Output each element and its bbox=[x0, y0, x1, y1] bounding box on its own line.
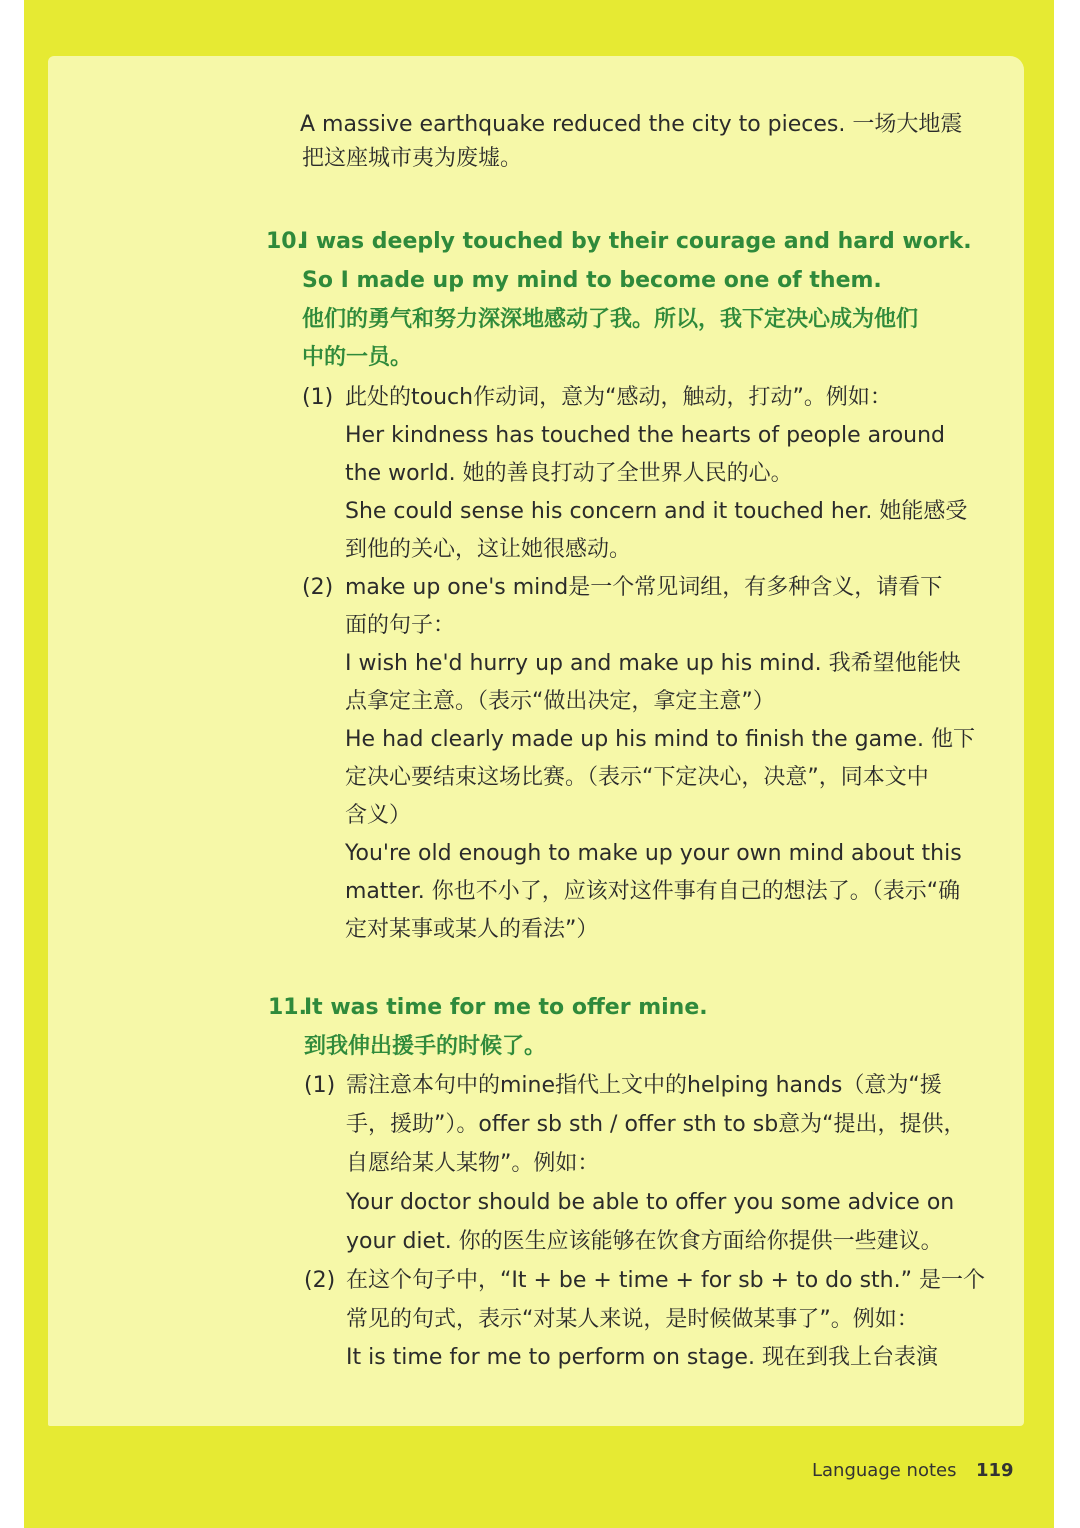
note-10-p2-line: 定对某事或某人的看法”） bbox=[345, 917, 599, 942]
note-10-number: 10. bbox=[266, 229, 305, 254]
note-10-title-cn-1: 他们的勇气和努力深深地感动了我。所以，我下定决心成为他们 bbox=[302, 307, 919, 332]
note-11-title-cn: 到我伸出援手的时候了。 bbox=[304, 1034, 547, 1059]
note-10-p2-line: 定决心要结束这场比赛。（表示“下定决心，决意”，同本文中 bbox=[345, 765, 929, 790]
note-10-title-en-2: So I made up my mind to become one of them. bbox=[302, 268, 882, 293]
note-10-p1-line: 此处的touch作动词，意为“感动，触动，打动”。例如： bbox=[345, 385, 892, 410]
note-11-number: 11. bbox=[268, 995, 307, 1020]
intro-line-1: A massive earthquake reduced the city to pieces. 一场大地震 bbox=[300, 112, 963, 137]
note-10-p2-line: He had clearly made up his mind to finish the game. 他下 bbox=[345, 727, 975, 752]
note-10-p2-line: I wish he'd hurry up and make up his mind. 我希望他能快 bbox=[345, 651, 961, 676]
note-10-p1-line: Her kindness has touched the hearts of people around bbox=[345, 423, 946, 448]
footer-page-number: 119 bbox=[976, 1460, 1014, 1481]
note-11-p1-line: your diet. 你的医生应该能够在饮食方面给你提供一些建议。 bbox=[346, 1229, 943, 1254]
note-10-p2-line: matter. 你也不小了，应该对这件事有自己的想法了。（表示“确 bbox=[345, 879, 961, 904]
note-11-p1-marker: (1) bbox=[304, 1073, 336, 1098]
note-10-p1-line: She could sense his concern and it touched her. 她能感受 bbox=[345, 499, 968, 524]
note-10-p2-line: 点拿定主意。（表示“做出决定，拿定主意”） bbox=[345, 689, 775, 714]
note-11-p2-line: It is time for me to perform on stage. 现在到我上台表演 bbox=[346, 1345, 938, 1370]
note-10-p2-line: 面的句子： bbox=[345, 613, 456, 638]
note-11-p1-line: Your doctor should be able to offer you some advice on bbox=[346, 1190, 955, 1215]
note-11-p2-marker: (2) bbox=[304, 1268, 336, 1293]
note-10-p2-line: You're old enough to make up your own mind about this bbox=[345, 841, 962, 866]
note-10-p1-line: 到他的关心，这让她很感动。 bbox=[345, 537, 632, 562]
note-10-p2-line: 含义） bbox=[345, 803, 412, 828]
note-10-p2-marker: (2) bbox=[302, 575, 334, 600]
note-11-p2-line: 在这个句子中，“It + be + time + for sb + to do sth.” 是一个 bbox=[346, 1268, 985, 1293]
note-10-p2-line: make up one's mind是一个常见词组，有多种含义，请看下 bbox=[345, 575, 943, 600]
note-10-p1-marker: (1) bbox=[302, 385, 334, 410]
note-11-title-en: It was time for me to offer mine. bbox=[304, 995, 708, 1020]
intro-line-2: 把这座城市夷为废墟。 bbox=[302, 146, 523, 171]
footer-section-title: Language notes bbox=[812, 1460, 957, 1481]
note-11-p2-line: 常见的句式，表示“对某人来说，是时候做某事了”。例如： bbox=[346, 1307, 919, 1332]
note-11-p1-line: 需注意本句中的mine指代上文中的helping hands（意为“援 bbox=[346, 1073, 942, 1098]
note-11-p1-line: 自愿给某人某物”。例如： bbox=[346, 1151, 600, 1176]
note-10-p1-line: the world. 她的善良打动了全世界人民的心。 bbox=[345, 461, 793, 486]
note-11-p1-line: 手，援助”）。offer sb sth / offer sth to sb意为“提出，提供， bbox=[346, 1112, 966, 1137]
note-10-title-cn-2: 中的一员。 bbox=[302, 345, 413, 370]
note-10-title-en-1: I was deeply touched by their courage and hard work. bbox=[300, 229, 972, 254]
